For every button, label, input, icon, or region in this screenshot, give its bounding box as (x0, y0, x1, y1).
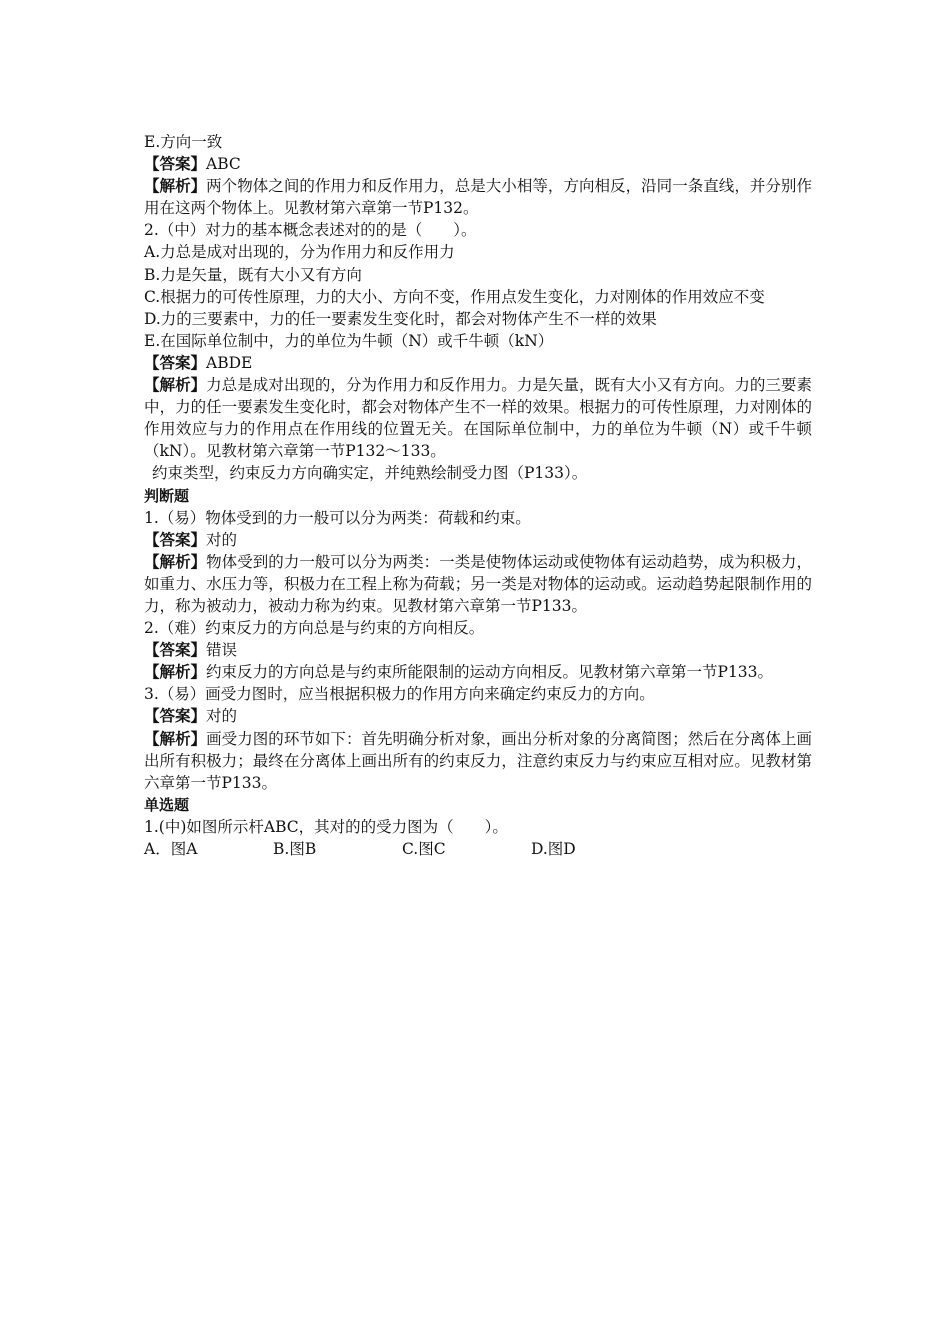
question-2-option-c: C.根据力的可传性原理，力的大小、方向不变，作用点发生变化，力对刚体的作用效应不变 (144, 287, 765, 306)
option-d: D.图D (531, 840, 576, 858)
answer-value: 错误 (206, 641, 238, 660)
option-a: A．图A (144, 840, 198, 858)
answer-value: 对的 (206, 530, 238, 549)
question-2-option-e: E.在国际单位制中，力的单位为牛顿（N）或千牛顿（kN） (144, 331, 554, 350)
topic-line: 约束类型，约束反力方向确实定，并纯熟绘制受力图（P133）。 (152, 464, 588, 483)
answer-tag: 【答案】 (144, 353, 207, 372)
section-heading-single-choice: 单选题 (144, 795, 190, 814)
explanation-text: 约束反力的方向总是与约束所能限制的运动方向相反。见教材第六章第一节P133。 (206, 663, 774, 682)
explanation-text: 力总是成对出现的，分为作用力和反作用力。力是矢量，既有大小又有方向。力的三要素中，力的任一要素发生变化时，都会对物体产生不一样的效果。根据力的可传性原理，力对刚体的作用效应与力的作用点在作用线的位置无关。在国际单位制中，力的单位为牛顿（N）或千牛顿（kN）。见教材第六章第一节P132～133。 (144, 376, 812, 461)
answer-value: ABDE (206, 353, 253, 372)
judge-explanation-3 (144, 728, 812, 794)
judge-explanation-1 (144, 551, 812, 617)
judge-answer-2 (144, 639, 812, 661)
answer-2 (144, 352, 812, 374)
explanation-tag: 【解析】 (144, 552, 207, 571)
answer-value: ABC (206, 155, 241, 174)
explanation-tag: 【解析】 (144, 663, 207, 682)
question-2: 2.（中）对力的基本概念表述对的的是（ ）。 (144, 221, 477, 240)
judge-explanation-2 (144, 661, 812, 683)
document-page (144, 131, 812, 860)
answer-tag: 【答案】 (144, 641, 207, 660)
judge-question-3: 3.（易）画受力图时，应当根据积极力的作用方向来确定约束反力的方向。 (144, 685, 655, 704)
explanation-text: 画受力图的环节如下：首先明确分析对象，画出分析对象的分离简图；然后在分离体上画出所有积极力；最终在分离体上画出所有的约束反力，注意约束反力与约束应互相对应。见教材第六章第一节P133。 (144, 729, 812, 792)
option-c: C.图C (402, 840, 446, 858)
question-2-option-a: A.力总是成对出现的，分为作用力和反作用力 (144, 243, 455, 262)
answer-value: 对的 (206, 707, 238, 726)
answer-tag: 【答案】 (144, 155, 207, 174)
explanation-tag: 【解析】 (144, 376, 207, 395)
explanation-tag: 【解析】 (144, 729, 207, 748)
explanation-text: 两个物体之间的作用力和反作用力，总是大小相等，方向相反，沿同一条直线，并分别作用在这两个物体上。见教材第六章第一节P132。 (144, 177, 812, 218)
explanation-text: 物体受到的力一般可以分为两类：一类是使物体运动或使物体有运动趋势，成为积极力，如重力、水压力等，积极力在工程上称为荷载；另一类是对物体的运动或。运动趋势起限制作用的力，称为被动力，被动力称为约束。见教材第六章第一节P133。 (144, 552, 812, 615)
single-question-1-options (144, 838, 812, 860)
option-e: E.方向一致 (144, 133, 223, 151)
judge-question-2: 2.（难）约束反力的方向总是与约束的方向相反。 (144, 619, 485, 638)
section-heading-judge: 判断题 (144, 486, 190, 505)
option-b: B.图B (273, 840, 317, 858)
explanation-2 (144, 374, 812, 462)
single-question-1: 1.(中)如图所示杆ABC，其对的的受力图为（ ）。 (144, 817, 508, 836)
judge-answer-3 (144, 705, 812, 727)
answer-tag: 【答案】 (144, 530, 207, 549)
question-2-option-d: D.力的三要素中，力的任一要素发生变化时，都会对物体产生不一样的效果 (144, 309, 657, 328)
answer-1 (144, 153, 812, 175)
judge-question-1: 1.（易）物体受到的力一般可以分为两类：荷载和约束。 (144, 508, 531, 527)
explanation-tag: 【解析】 (144, 177, 207, 196)
answer-tag: 【答案】 (144, 707, 207, 726)
question-2-option-b: B.力是矢量，既有大小又有方向 (144, 265, 362, 284)
explanation-1 (144, 175, 812, 219)
judge-answer-1 (144, 529, 812, 551)
